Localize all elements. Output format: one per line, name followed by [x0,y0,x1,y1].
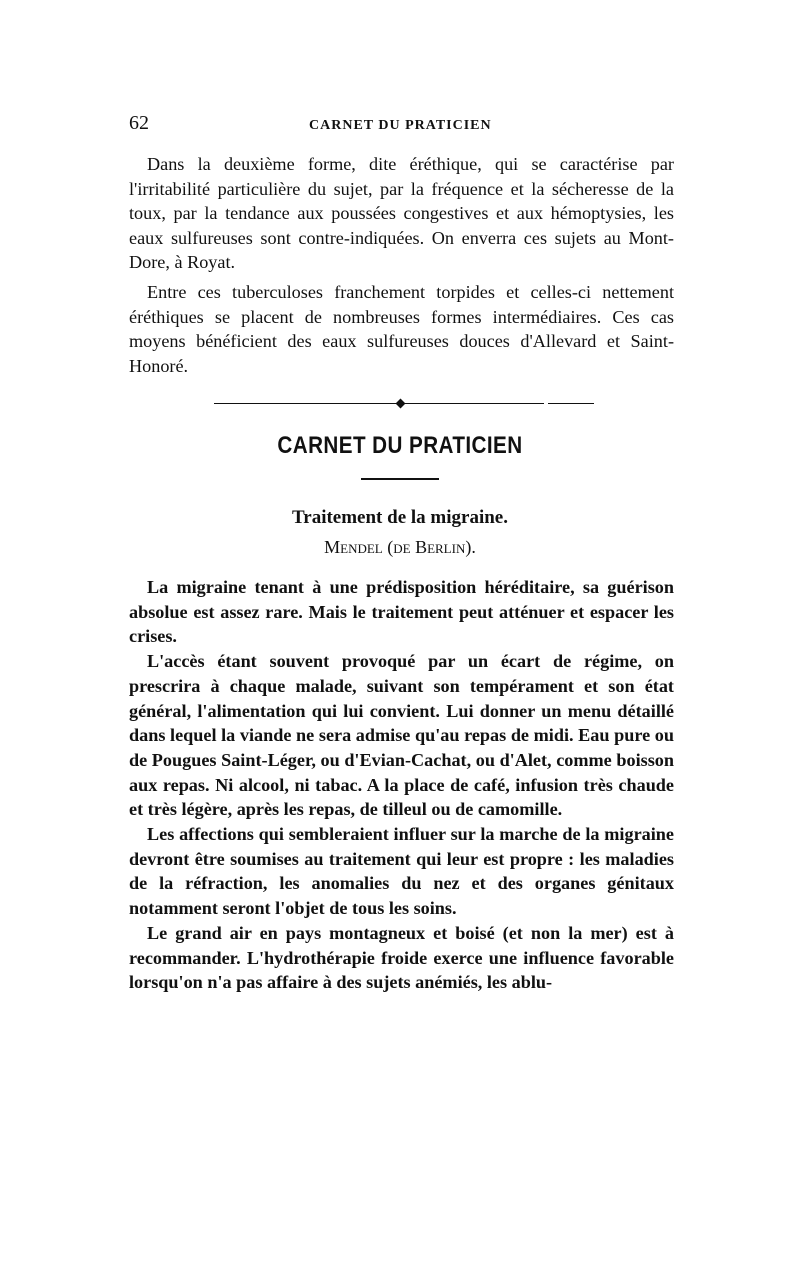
page-number: 62 [129,112,149,134]
divider-line [404,403,544,404]
paragraph: Les affections qui sembleraient influer sur la marche de la migraine devront être soumises au traitement qui leur est propre : les maladies de la réfraction, les anomalies du nez et des organes génitaux notamment seront l'objet de tous les soins. [129,824,674,919]
divider-line [548,403,594,404]
paragraph: La migraine tenant à une prédisposition héréditaire, sa guérison absolue est assez rare. Mais le traitement peut atténuer et espacer les crises. [129,577,674,647]
author-name: Mendel (de Berlin). [324,537,476,557]
paragraph: Le grand air en pays montagneux et boisé (et non la mer) est à recommander. L'hydrothérapie froide exerce une influence favorable lorsqu'on n'a pas affaire à des sujets anémiés, les ablu- [129,922,674,993]
ornamental-divider [214,400,594,408]
section-title: CARNET DU PRATICIEN [277,432,523,459]
page-header [129,112,674,142]
article-title: Traitement de la migraine. [292,507,508,528]
running-head: CARNET DU PRATICIEN [309,118,492,133]
paragraph: Dans la deuxième forme, dite éréthique, qui se caractérise par l'irritabilité particulière du sujet, par la fréquence et la sécheresse de la toux, par la tendance aux poussées congestives et aux hémoptysies, les eaux sulfureuses sont contre-indiquées. On enverra ces sujets au Mont-Dore, à Royat. [129,154,674,272]
paragraph: Entre ces tuberculoses franchement torpides et celles-ci nettement éréthiques se placent de nombreuses formes intermédiaires. Ces cas moyens bénéficient des eaux sulfureuses douces d'Allevard et Saint-Honoré. [129,282,674,376]
intro-text [129,152,674,275]
paragraph: L'accès étant souvent provoqué par un écart de régime, on prescrira à chaque malade, suivant son tempérament et son état général, l'alimentation qui lui convient. Lui donner un menu détaillé dans lequel la viande ne sera admise qu'au repas de midi. Eau pure ou de Pougues Saint-Léger, ou d'Evian-Cachat, ou d'Alet, comme boisson aux repas. Ni alcool, ni tabac. A la place de café, infusion très chaude et très légère, après les repas, de tilleul ou de camomille. [129,651,674,820]
article-body [129,575,674,995]
intro-text [129,280,674,378]
section-rule [361,478,439,480]
article-author [0,537,800,558]
divider-line [214,403,397,404]
